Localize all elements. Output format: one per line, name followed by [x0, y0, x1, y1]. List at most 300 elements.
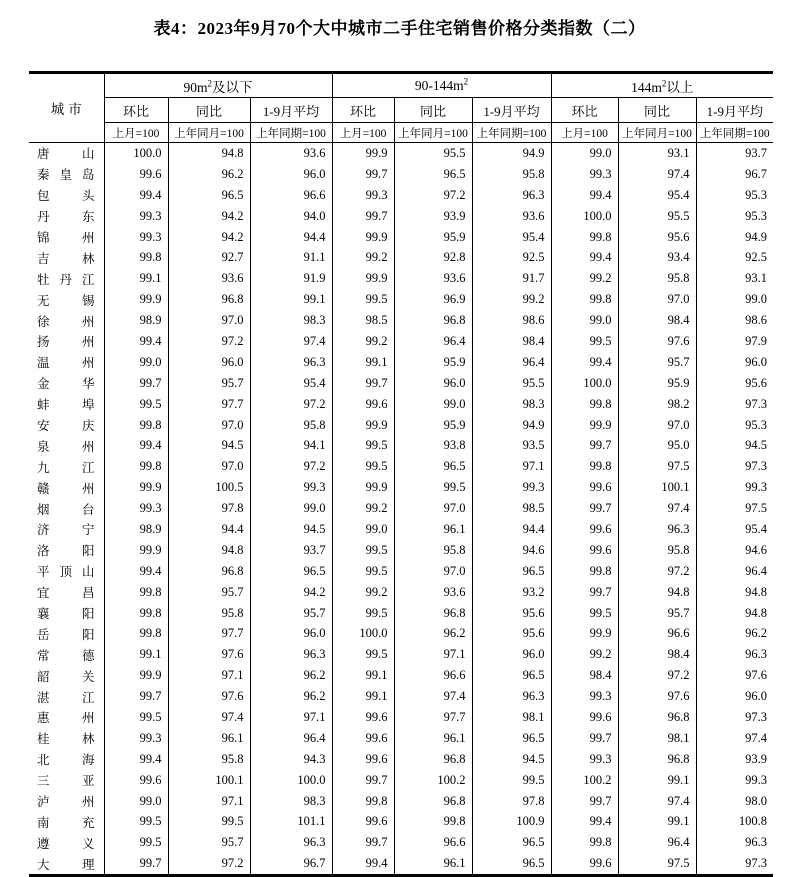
index-value: 99.7 [551, 435, 618, 456]
city-name [29, 561, 104, 582]
index-value: 96.3 [250, 832, 332, 853]
city-name [29, 665, 104, 686]
index-value: 95.6 [618, 227, 696, 248]
index-value: 99.3 [104, 206, 168, 227]
index-value: 93.6 [394, 582, 472, 603]
city-name-char: 亚 [81, 774, 95, 789]
index-value: 97.7 [168, 394, 250, 415]
city-name-char: 锡 [81, 293, 95, 308]
table-row [29, 373, 773, 394]
table-row [29, 268, 773, 289]
table-header [29, 73, 773, 143]
index-value: 99.6 [332, 749, 394, 770]
index-value: 97.3 [696, 394, 773, 415]
index-value: 97.6 [696, 665, 773, 686]
index-value: 96.1 [168, 728, 250, 749]
group-label-text: 144m [631, 79, 662, 95]
index-value: 99.9 [551, 415, 618, 436]
group-header-row [29, 73, 773, 98]
index-value: 97.0 [168, 415, 250, 436]
city-name-char: 吉 [37, 251, 50, 266]
city-name [29, 415, 104, 436]
index-value: 98.0 [696, 791, 773, 812]
index-value: 99.0 [394, 394, 472, 415]
index-value: 99.3 [551, 749, 618, 770]
index-value: 96.7 [250, 853, 332, 875]
index-value: 97.2 [250, 456, 332, 477]
city-name [29, 686, 104, 707]
index-value: 96.4 [618, 832, 696, 853]
index-value: 92.5 [472, 247, 551, 268]
index-value: 95.3 [696, 415, 773, 436]
index-value: 99.0 [696, 289, 773, 310]
index-value: 99.5 [332, 561, 394, 582]
index-value: 95.4 [472, 227, 551, 248]
index-value: 99.4 [551, 352, 618, 373]
city-name-char: 德 [81, 648, 95, 663]
table-body [29, 143, 773, 876]
index-value: 96.6 [394, 665, 472, 686]
city-name [29, 832, 104, 853]
index-value: 95.9 [394, 415, 472, 436]
index-value: 95.7 [168, 373, 250, 394]
index-value: 96.2 [696, 623, 773, 644]
index-value: 99.7 [104, 686, 168, 707]
index-value: 99.8 [104, 247, 168, 268]
table-row [29, 707, 773, 728]
index-value: 100.5 [168, 477, 250, 498]
index-value: 97.3 [696, 853, 773, 875]
index-value: 100.2 [551, 770, 618, 791]
index-value: 99.7 [551, 582, 618, 603]
index-value: 99.7 [551, 791, 618, 812]
index-value: 99.8 [332, 791, 394, 812]
index-value: 99.9 [332, 268, 394, 289]
index-value: 98.1 [472, 707, 551, 728]
group-label-text: 90m [183, 79, 208, 95]
index-value: 99.5 [332, 644, 394, 665]
city-column-header: 城市 [29, 73, 104, 143]
index-value: 95.4 [250, 373, 332, 394]
index-value: 96.0 [168, 352, 250, 373]
city-name [29, 749, 104, 770]
group-header-over-144 [551, 73, 773, 98]
index-value: 96.5 [168, 185, 250, 206]
city-name-char: 金 [37, 377, 50, 392]
index-value: 96.5 [472, 832, 551, 853]
index-value: 99.5 [332, 456, 394, 477]
index-value: 96.4 [394, 331, 472, 352]
index-value: 94.9 [472, 415, 551, 436]
index-value: 99.2 [332, 331, 394, 352]
index-value: 93.6 [394, 268, 472, 289]
index-value: 99.8 [104, 603, 168, 624]
city-name-char: 州 [81, 356, 95, 371]
city-name-char: 北 [37, 753, 50, 768]
city-name-char: 林 [81, 251, 95, 266]
index-value: 98.4 [618, 310, 696, 331]
city-name [29, 373, 104, 394]
index-value: 97.4 [250, 331, 332, 352]
city-name [29, 456, 104, 477]
index-value: 99.0 [104, 791, 168, 812]
index-value: 99.1 [332, 352, 394, 373]
city-name-char: 海 [81, 753, 95, 768]
yoy-header: 同比 [618, 98, 696, 123]
index-value: 100.0 [250, 770, 332, 791]
city-name-char: 南 [37, 815, 50, 830]
index-value: 96.3 [472, 185, 551, 206]
index-value: 94.9 [696, 227, 773, 248]
group-label-text: 及以下 [212, 79, 253, 95]
index-value: 98.3 [472, 394, 551, 415]
index-value: 99.4 [551, 185, 618, 206]
city-name-char: 头 [81, 189, 95, 204]
index-value: 96.4 [472, 352, 551, 373]
city-name [29, 289, 104, 310]
index-value: 95.5 [472, 373, 551, 394]
city-name [29, 185, 104, 206]
city-name-char: 林 [81, 732, 95, 747]
index-value: 96.6 [394, 832, 472, 853]
city-name-char: 江 [81, 460, 95, 475]
city-name-char: 阳 [81, 607, 95, 622]
index-value: 94.1 [250, 435, 332, 456]
index-value: 95.9 [394, 352, 472, 373]
index-value: 99.3 [104, 728, 168, 749]
index-value: 99.2 [332, 498, 394, 519]
city-name-char: 烟 [37, 502, 50, 517]
group-header-90-144 [332, 73, 551, 98]
index-value: 99.1 [332, 686, 394, 707]
city-name-char: 丹 [59, 272, 72, 287]
city-name-char: 州 [81, 335, 95, 350]
measure-header-row [29, 98, 773, 123]
city-name-char: 泉 [37, 439, 50, 454]
index-value: 92.7 [168, 247, 250, 268]
index-value: 95.8 [472, 164, 551, 185]
index-value: 94.2 [168, 206, 250, 227]
index-value: 96.5 [472, 665, 551, 686]
index-value: 97.5 [618, 853, 696, 875]
index-value: 96.8 [618, 707, 696, 728]
city-name-char: 包 [37, 189, 50, 204]
index-value: 98.9 [104, 310, 168, 331]
city-name-char: 丹 [37, 210, 50, 225]
index-value: 95.7 [168, 582, 250, 603]
base-mom: 上月=100 [332, 123, 394, 143]
index-value: 99.5 [472, 770, 551, 791]
index-value: 93.9 [696, 749, 773, 770]
table-row [29, 644, 773, 665]
index-value: 93.6 [168, 268, 250, 289]
index-value: 97.3 [696, 456, 773, 477]
index-value: 99.3 [104, 227, 168, 248]
group-label-text: 90-144m [414, 77, 464, 93]
index-value: 99.4 [551, 247, 618, 268]
city-name-char: 皇 [59, 168, 72, 183]
table-row [29, 435, 773, 456]
index-value: 94.5 [250, 519, 332, 540]
index-value: 99.8 [551, 456, 618, 477]
index-value: 99.9 [332, 143, 394, 164]
index-value: 97.4 [618, 498, 696, 519]
base-yoy: 上年同月=100 [618, 123, 696, 143]
city-name-char: 阳 [81, 544, 95, 559]
index-value: 99.7 [332, 770, 394, 791]
index-value: 97.4 [168, 707, 250, 728]
index-value: 91.7 [472, 268, 551, 289]
index-value: 99.5 [104, 832, 168, 853]
index-value: 99.4 [104, 435, 168, 456]
index-value: 94.3 [250, 749, 332, 770]
table-row [29, 728, 773, 749]
index-value: 99.6 [332, 728, 394, 749]
index-value: 95.8 [618, 540, 696, 561]
index-value: 96.2 [168, 164, 250, 185]
index-value: 98.2 [618, 394, 696, 415]
city-name-char: 三 [37, 774, 50, 789]
index-value: 95.7 [250, 603, 332, 624]
mom-header: 环比 [104, 98, 168, 123]
table-row [29, 561, 773, 582]
index-value: 99.5 [332, 435, 394, 456]
index-value: 96.5 [394, 456, 472, 477]
index-value: 99.4 [551, 812, 618, 833]
city-name-char: 岛 [81, 168, 95, 183]
index-value: 91.9 [250, 268, 332, 289]
city-name [29, 582, 104, 603]
index-value: 99.2 [472, 289, 551, 310]
base-avg: 上年同期=100 [472, 123, 551, 143]
price-index-table [29, 71, 773, 877]
index-value: 99.9 [332, 415, 394, 436]
table-row [29, 853, 773, 875]
index-value: 97.2 [250, 394, 332, 415]
index-value: 99.4 [104, 185, 168, 206]
index-value: 94.4 [250, 227, 332, 248]
index-value: 99.8 [104, 623, 168, 644]
city-name-char: 牡 [37, 272, 50, 287]
city-name-char: 湛 [37, 690, 50, 705]
city-name-char: 徐 [37, 314, 50, 329]
index-value: 96.3 [696, 832, 773, 853]
index-value: 98.5 [472, 498, 551, 519]
table-row [29, 415, 773, 436]
index-value: 99.8 [551, 561, 618, 582]
index-value: 99.4 [104, 331, 168, 352]
table-row [29, 540, 773, 561]
index-value: 99.5 [104, 394, 168, 415]
city-name-char: 平 [37, 565, 50, 580]
index-value: 97.5 [618, 456, 696, 477]
city-name-char: 州 [81, 795, 95, 810]
index-value: 99.5 [394, 477, 472, 498]
index-value: 95.0 [618, 435, 696, 456]
index-value: 99.3 [551, 164, 618, 185]
city-name-char: 埠 [81, 398, 95, 413]
city-name [29, 603, 104, 624]
table-row [29, 227, 773, 248]
index-value: 97.2 [618, 665, 696, 686]
table-row [29, 456, 773, 477]
index-value: 99.3 [250, 477, 332, 498]
index-value: 97.6 [618, 686, 696, 707]
index-value: 99.8 [551, 394, 618, 415]
index-value: 99.9 [332, 477, 394, 498]
group-label-text: 以上 [666, 79, 694, 95]
index-value: 99.7 [332, 206, 394, 227]
table-row [29, 749, 773, 770]
city-name [29, 310, 104, 331]
index-value: 99.5 [168, 812, 250, 833]
index-value: 93.7 [696, 143, 773, 164]
city-name [29, 770, 104, 791]
index-value: 96.8 [168, 561, 250, 582]
index-value: 99.3 [332, 185, 394, 206]
city-name [29, 477, 104, 498]
table-row [29, 770, 773, 791]
index-value: 95.9 [394, 227, 472, 248]
city-name-char: 温 [37, 356, 50, 371]
table-row [29, 832, 773, 853]
table-row [29, 519, 773, 540]
index-value: 95.8 [250, 415, 332, 436]
city-name-char: 泸 [37, 795, 50, 810]
index-value: 96.5 [250, 561, 332, 582]
city-name-char: 江 [81, 690, 95, 705]
city-name [29, 728, 104, 749]
index-value: 97.4 [618, 164, 696, 185]
index-value: 95.8 [168, 603, 250, 624]
index-value: 99.5 [104, 707, 168, 728]
city-name [29, 352, 104, 373]
superscript: 2 [207, 78, 213, 88]
index-value: 99.1 [250, 289, 332, 310]
city-name-char: 九 [37, 460, 50, 475]
city-name [29, 394, 104, 415]
index-value: 97.5 [696, 498, 773, 519]
index-value: 94.5 [168, 435, 250, 456]
index-value: 99.8 [104, 456, 168, 477]
city-name-char: 东 [81, 210, 95, 225]
index-value: 99.6 [332, 707, 394, 728]
index-value: 99.6 [551, 477, 618, 498]
index-value: 97.0 [394, 561, 472, 582]
index-value: 97.1 [250, 707, 332, 728]
city-name-char: 安 [37, 419, 50, 434]
index-value: 99.7 [332, 832, 394, 853]
city-name-char: 山 [81, 565, 95, 580]
city-name [29, 644, 104, 665]
index-value: 95.5 [618, 206, 696, 227]
index-value: 99.0 [332, 519, 394, 540]
index-value: 94.2 [250, 582, 332, 603]
index-value: 99.8 [551, 289, 618, 310]
index-value: 99.1 [618, 812, 696, 833]
index-value: 93.7 [250, 540, 332, 561]
index-value: 97.1 [394, 644, 472, 665]
index-value: 94.9 [472, 143, 551, 164]
index-value: 97.0 [168, 456, 250, 477]
index-value: 98.4 [472, 331, 551, 352]
table-row [29, 582, 773, 603]
city-name [29, 435, 104, 456]
index-value: 99.9 [104, 289, 168, 310]
city-name-char: 洛 [37, 544, 50, 559]
index-value: 99.1 [104, 268, 168, 289]
index-value: 94.8 [618, 582, 696, 603]
index-value: 99.6 [551, 707, 618, 728]
index-value: 99.4 [104, 561, 168, 582]
index-value: 99.5 [551, 331, 618, 352]
city-name-char: 昌 [81, 586, 95, 601]
city-name-char: 秦 [37, 168, 50, 183]
index-value: 97.0 [618, 415, 696, 436]
city-name-char: 扬 [37, 335, 50, 350]
city-name-char: 华 [81, 377, 95, 392]
index-value: 99.8 [104, 415, 168, 436]
index-value: 97.6 [168, 686, 250, 707]
city-name-char: 关 [81, 669, 95, 684]
city-name [29, 812, 104, 833]
index-value: 97.2 [168, 853, 250, 875]
city-name-char: 州 [81, 481, 95, 496]
table-row [29, 665, 773, 686]
index-value: 101.1 [250, 812, 332, 833]
index-value: 96.4 [250, 728, 332, 749]
table-row [29, 791, 773, 812]
city-name-char: 州 [81, 439, 95, 454]
index-value: 99.9 [104, 477, 168, 498]
index-value: 94.4 [168, 519, 250, 540]
city-name [29, 227, 104, 248]
table-row [29, 352, 773, 373]
avg-header: 1-9月平均 [472, 98, 551, 123]
city-name-char: 州 [81, 314, 95, 329]
index-value: 99.5 [332, 603, 394, 624]
index-value: 98.4 [551, 665, 618, 686]
city-name-char: 阳 [81, 627, 95, 642]
index-value: 99.0 [551, 310, 618, 331]
index-value: 99.3 [472, 477, 551, 498]
index-value: 99.5 [104, 812, 168, 833]
superscript: 2 [661, 78, 667, 88]
index-value: 95.9 [618, 373, 696, 394]
index-value: 99.8 [394, 812, 472, 833]
city-name-char: 宜 [37, 586, 50, 601]
city-name-char: 唐 [37, 147, 50, 162]
index-value: 99.8 [551, 227, 618, 248]
index-value: 99.1 [104, 644, 168, 665]
index-value: 95.7 [618, 352, 696, 373]
index-value: 96.2 [250, 665, 332, 686]
index-value: 94.0 [250, 206, 332, 227]
index-value: 100.1 [618, 477, 696, 498]
index-value: 96.9 [394, 289, 472, 310]
group-header-under-90 [104, 73, 332, 98]
index-value: 96.0 [696, 352, 773, 373]
city-name-char: 惠 [37, 711, 50, 726]
city-name [29, 268, 104, 289]
index-value: 95.6 [696, 373, 773, 394]
city-name-char: 蚌 [37, 398, 50, 413]
city-name [29, 331, 104, 352]
index-value: 96.3 [250, 644, 332, 665]
index-value: 94.8 [168, 540, 250, 561]
index-value: 93.8 [394, 435, 472, 456]
table-row [29, 143, 773, 164]
